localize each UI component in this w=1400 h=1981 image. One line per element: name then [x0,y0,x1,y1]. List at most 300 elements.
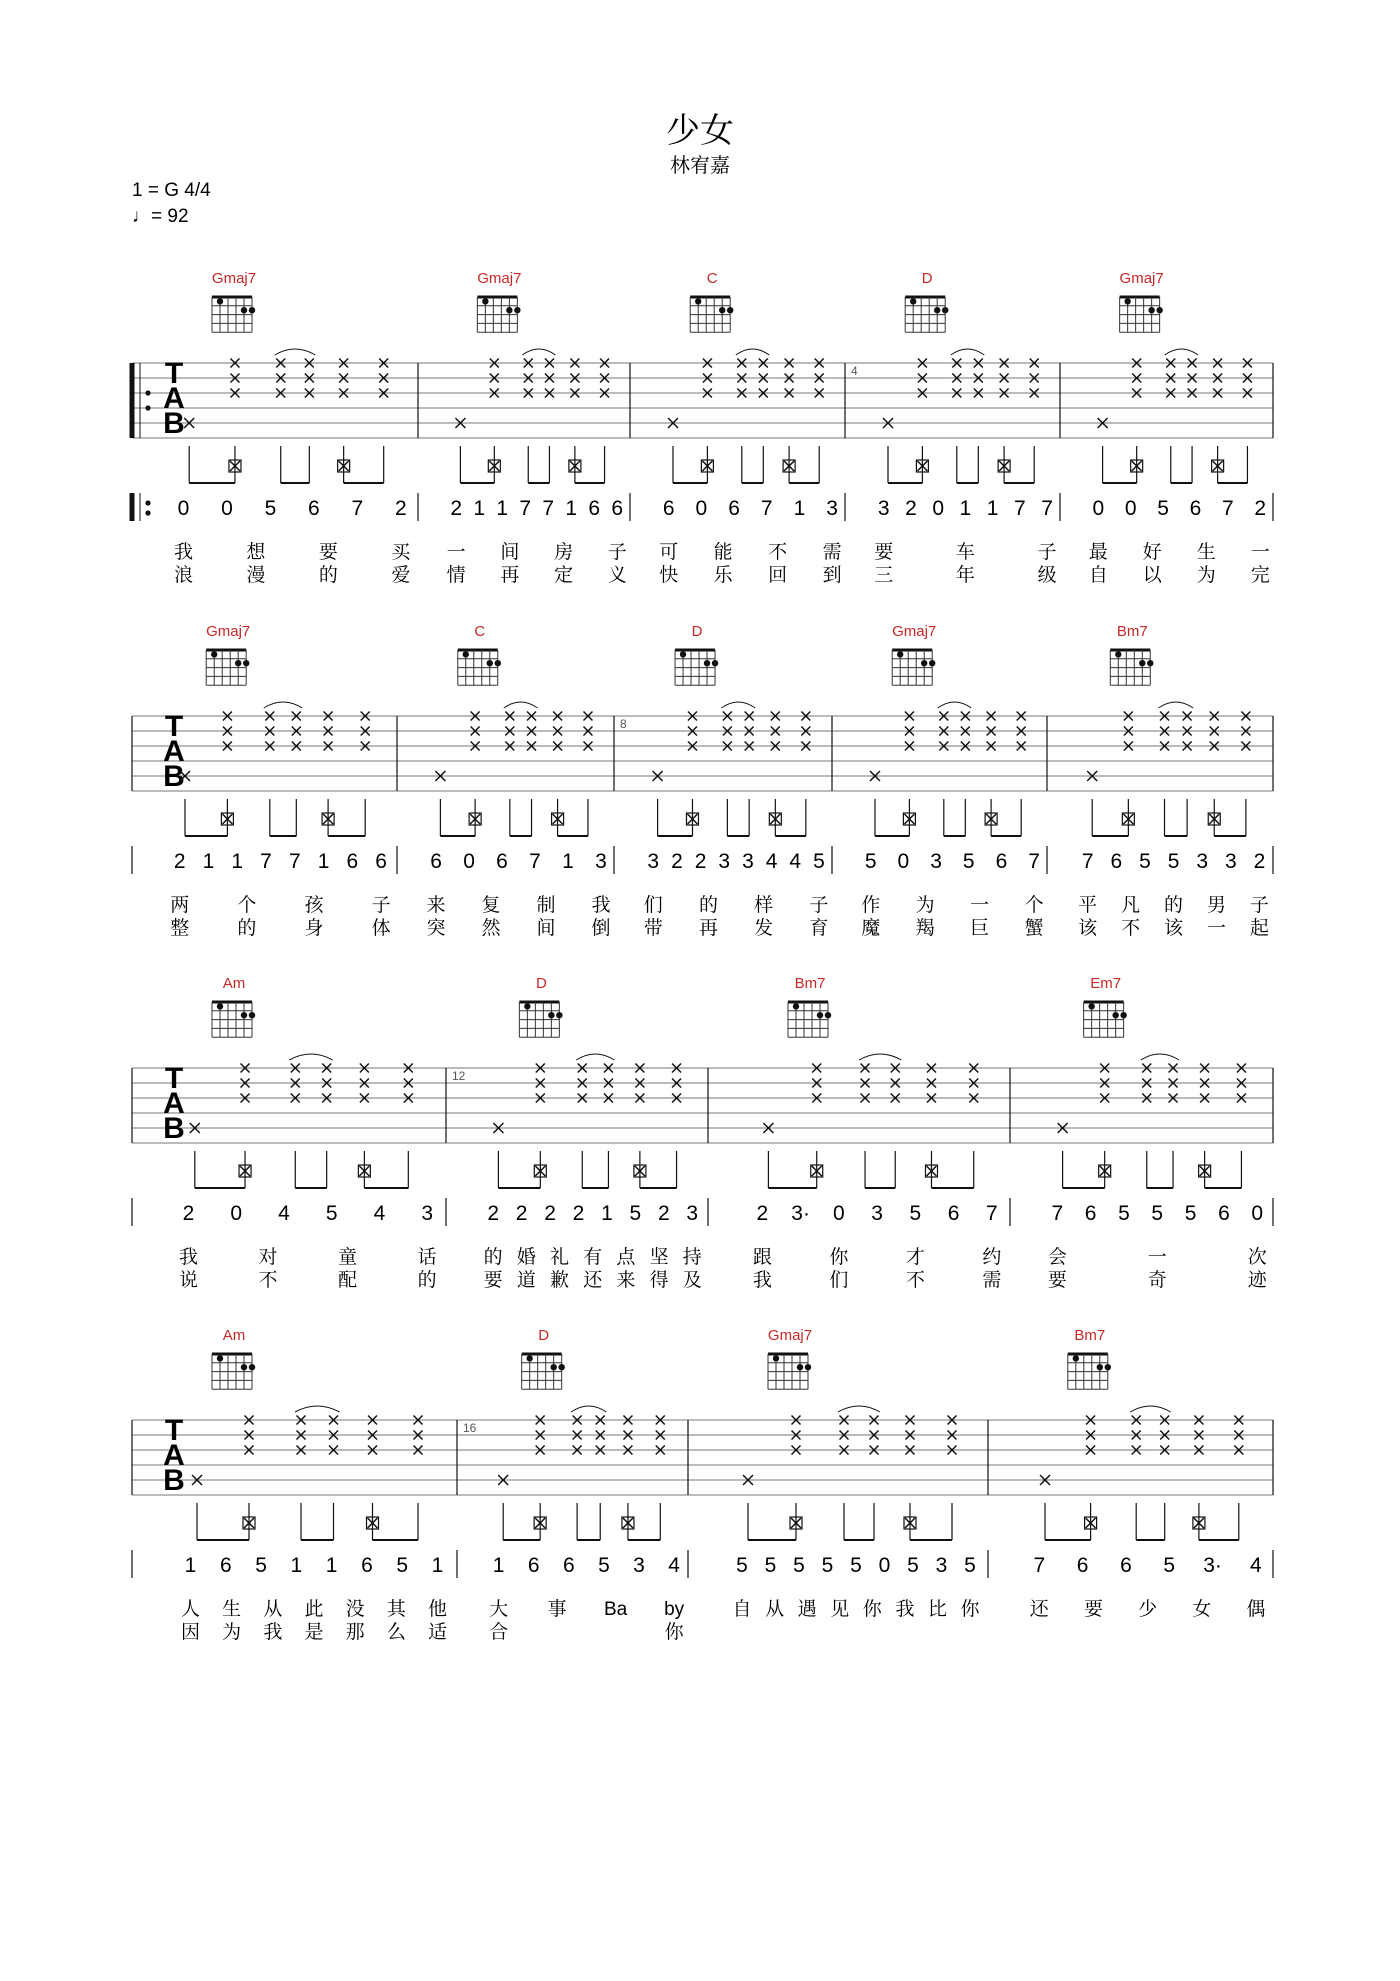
numbered-note: 6 [1189,497,1202,520]
lyric-line-2: 以 [1142,565,1162,586]
tab-clef-letter: B [163,760,185,793]
numbered-note: 3 [633,1554,645,1577]
lyric-line-2: 漫 [246,565,266,586]
lyric-line-1: 子 [607,542,627,563]
measure [851,270,1057,586]
numbered-note: 3 [742,850,754,873]
lyric-line-1: 复 [481,895,501,916]
measure [861,623,1043,939]
numbered-note: 7 [1014,497,1026,520]
numbered-note: 1 [473,497,486,520]
tab-clef-letter: B [163,1464,185,1497]
chord-finger-dot [712,660,718,666]
lyric-line-1: 自 [732,1599,752,1620]
lyric-line-2: 巨 [970,918,990,939]
lyric-line-1: 人 [180,1599,201,1620]
chord-finger-dot [241,1012,247,1018]
lyric-line-2: 蟹 [1024,918,1044,939]
lyric-line-2: 是 [304,1622,324,1643]
chord-finger-dot [1097,1364,1103,1370]
numbered-note: 6 [1076,1554,1089,1577]
lyric-line-2: 带 [643,918,663,939]
lyric-line-1: 要 [874,542,894,563]
chord-finger-dot [727,307,733,313]
numbered-note: 0 [463,850,475,873]
lyric-line-1: 凡 [1121,895,1141,916]
lyric-line-2: 还 [583,1270,603,1291]
numbered-note: 2 [173,850,186,873]
lyric-line-1: 要 [318,542,338,563]
chord-finger-dot [1112,1012,1118,1018]
tie-arc [721,702,755,708]
numbered-note: 4 [1250,1554,1262,1577]
numbered-note: 3 [718,850,731,873]
lyric-line-2: 完 [1250,565,1270,586]
measure [174,270,411,586]
tie-arc [504,702,538,708]
numbered-note: 5 [1151,1202,1164,1225]
numbered-note: 5 [1118,1202,1130,1225]
tab-clef-letter: T [164,710,184,743]
numbered-note: 5 [821,1554,834,1577]
measure [463,1327,685,1643]
chord-finger-dot [1120,1012,1126,1018]
chord-finger-dot [235,660,241,666]
numbered-note: 2 [515,1202,528,1225]
lyric-line-1: 你 [960,1599,980,1620]
lyric-line-1: 需 [822,542,842,563]
numbered-note: 6 [728,497,740,520]
numbered-note: 0 [833,1202,845,1225]
lyric-line-2: 回 [768,565,788,586]
lyric-line-2: 迹 [1247,1270,1267,1291]
tie-arc [838,1406,880,1412]
numbered-note: 3 [871,1202,883,1225]
lyric-line-1: 子 [1249,895,1269,916]
chord-finger-dot [558,1364,564,1370]
numbered-note: 1 [184,1554,197,1577]
numbered-note: 3 [595,850,607,873]
lyric-line-2: 到 [822,565,842,586]
lyric-line-2: 间 [536,918,556,939]
numbered-note: 7 [760,497,773,520]
tie-arc [1165,349,1198,355]
numbered-note: 1 [492,1554,505,1577]
numbered-note: 6 [219,1554,232,1577]
chord-finger-dot [249,1364,255,1370]
lyric-line-2: 情 [446,565,466,586]
numbered-note: 2 [450,497,463,520]
numbered-note: 6 [496,850,508,873]
chord-name: Am [222,1327,246,1344]
numbered-note: 6 [1120,1554,1132,1577]
numbered-note: 7 [542,497,555,520]
lyric-line-2: 发 [754,918,774,939]
tie-arc [938,702,972,708]
tie-arc [522,349,555,355]
tie-arc [859,1054,901,1060]
lyric-line-1: 房 [554,542,574,563]
lyric-line-2: 育 [809,918,829,939]
numbered-note: 4 [373,1202,386,1225]
numbered-note: 6 [1110,850,1123,873]
numbered-note: 2 [1254,497,1267,520]
numbered-note: 5 [1163,1554,1176,1577]
lyric-line-1: 一 [446,542,466,563]
tempo-label: ♩= 92 [132,206,189,227]
lyric-line-2: 浪 [173,565,193,586]
measure [1078,623,1269,939]
chord-name: D [535,975,547,992]
numbered-note: 7 [1051,1202,1064,1225]
tie-arc [289,1054,332,1060]
lyric-line-1: 一 [1250,542,1270,563]
lyric-line-2: 爱 [391,565,411,586]
numbered-note: 3 [826,497,838,520]
lyric-line-1: 男 [1206,895,1227,916]
numbered-note: 0 [221,497,233,520]
lyric-line-1: 你 [862,1599,882,1620]
chord-finger-dot [514,307,520,313]
numbered-note: 5 [255,1554,267,1577]
tab-clef-letter: T [164,357,184,390]
numbered-note: 2 [182,1202,195,1225]
measure [170,623,390,939]
chord-name: D [921,270,933,287]
numbered-note: 1 [431,1554,444,1577]
lyric-line-1: 见 [830,1599,850,1620]
lyric-line-2: 我 [752,1270,772,1291]
numbered-note: 3 [686,1202,699,1225]
repeat-dot [145,500,150,505]
lyric-line-2: 么 [386,1622,406,1643]
numbered-note: 7 [519,497,532,520]
numbered-note: 6 [947,1202,960,1225]
lyric-line-1: 童 [338,1247,358,1268]
tie-arc [295,1406,340,1412]
chord-finger-dot [1139,660,1145,666]
numbered-note: 5 [396,1554,409,1577]
chord-name: Bm7 [794,975,826,992]
lyric-line-1: 车 [955,542,975,563]
song-title: 少女 [666,112,734,150]
lyric-line-2: 为 [1196,565,1216,586]
numbered-note: 3 [877,497,890,520]
lyric-line-2: 再 [698,918,718,939]
numbered-note: 1 [202,850,215,873]
chord-name: Am [222,975,246,992]
measure [620,623,828,939]
numbered-note: 5 [629,1202,642,1225]
measure-number: 4 [851,364,858,378]
measure [427,623,611,939]
numbered-note: 0 [177,497,190,520]
numbered-note: 3· [1203,1554,1222,1577]
chord-finger-dot [797,1364,803,1370]
numbered-note: 6 [346,850,359,873]
lyric-line-1: 礼 [550,1247,570,1268]
score-system [132,623,1273,939]
tie-arc [1141,1054,1179,1060]
numbered-note: 6 [527,1554,540,1577]
tab-clef-letter: T [164,1062,184,1095]
chord-name: Gmaj7 [477,270,522,287]
lyric-line-1: 来 [426,895,446,916]
tie-arc [1130,1406,1171,1412]
score-system [132,270,1273,586]
lyric-line-1: 的 [1164,895,1184,916]
numbered-note: 7 [260,850,272,873]
chord-finger-dot [241,307,247,313]
lyric-line-2: 身 [304,918,324,939]
lyric-line-2: 羯 [915,918,935,939]
lyric-line-2: 一 [1206,918,1227,939]
chord-name: Bm7 [1074,1327,1106,1344]
numbered-note: 5 [764,1554,777,1577]
chord-finger-dot [524,1003,530,1009]
chord-finger-dot [942,307,948,313]
numbered-note: 2 [694,850,707,873]
numbered-note: 7 [351,497,364,520]
lyric-line-2: 配 [338,1270,358,1291]
lyric-line-1: 从 [263,1599,283,1620]
lyric-line-1: 他 [427,1599,448,1620]
numbered-note: 7 [986,1202,998,1225]
lyric-line-1: 我 [895,1599,915,1620]
numbered-note: 0 [1092,497,1105,520]
chord-finger-dot [805,1364,811,1370]
numbered-note: 2 [657,1202,670,1225]
numbered-note: 6 [1218,1202,1230,1225]
lyric-line-1: 买 [391,542,411,563]
numbered-note: 3 [935,1554,948,1577]
lyric-line-1: 会 [1047,1247,1067,1268]
numbered-note: 4 [789,850,802,873]
lyric-line-1: 子 [371,895,391,916]
lyric-line-1: 生 [1196,542,1216,563]
numbered-note: 0 [1251,1202,1264,1225]
numbered-note: 5 [962,850,975,873]
chord-name: Gmaj7 [211,270,257,287]
chord-finger-dot [793,1003,799,1009]
lyric-line-2: 整 [170,918,190,939]
tab-clef-letter: A [163,382,185,415]
lyric-line-1: 样 [754,895,774,916]
numbered-note: 2 [487,1202,500,1225]
numbered-note: 2 [394,497,407,520]
chord-finger-dot [243,660,249,666]
lyric-line-1: 比 [927,1599,947,1620]
numbered-note: 3 [1224,850,1237,873]
chord-name: C [706,270,718,287]
tie-arc [576,1054,614,1060]
chord-finger-dot [719,307,725,313]
chord-finger-dot [1088,1003,1094,1009]
chord-finger-dot [487,660,493,666]
chord-finger-dot [1115,651,1121,657]
lyric-line-1: 坚 [649,1247,669,1268]
numbered-note: 6 [611,497,624,520]
lyric-line-2: 倒 [591,918,611,939]
tab-clef-letter: A [163,1439,185,1472]
repeat-dot [145,405,150,410]
lyric-line-1: 生 [222,1599,242,1620]
lyric-line-1: 此 [304,1599,324,1620]
lyric-line-2: 年 [955,565,975,586]
numbered-note: 6 [995,850,1008,873]
numbered-note: 1 [986,497,999,520]
chord-finger-dot [1156,307,1162,313]
chord-name: Gmaj7 [767,1327,813,1344]
numbered-note: 5 [736,1554,748,1577]
numbered-note: 5 [909,1202,922,1225]
lyric-line-1: 持 [682,1247,702,1268]
numbered-note: 1 [601,1202,613,1225]
numbered-note: 3· [791,1202,810,1225]
lyric-line-1: 我 [591,895,611,916]
lyric-line-1: 我 [179,1247,199,1268]
numbered-note: 6 [375,850,387,873]
chord-finger-dot [1124,298,1130,304]
lyric-line-2: 说 [179,1270,199,1291]
numbered-note: 0 [878,1554,891,1577]
tie-arc [264,702,303,708]
measure [452,975,702,1291]
lyric-line-2: 我 [263,1622,283,1643]
lyric-line-1: 的 [698,895,718,916]
lyric-line-2: 道 [516,1270,536,1291]
numbered-note: 5 [1157,497,1169,520]
lyric-line-1: 作 [861,895,881,916]
key-meter-label: 1 = G 4/4 [132,180,211,201]
chord-finger-dot [463,651,469,657]
lyric-line-2: 奇 [1147,1270,1167,1291]
lyric-line-1: 为 [915,895,935,916]
numbered-note: 6 [361,1554,373,1577]
repeat-dot [145,510,150,515]
tie-arc [571,1406,606,1412]
lyric-line-1: 一 [1147,1247,1167,1268]
chord-name: C [474,623,486,640]
numbered-note: 7 [288,850,301,873]
lyric-line-1: 子 [1037,542,1057,563]
numbered-note: 5 [907,1554,919,1577]
chord-name: Gmaj7 [892,623,937,640]
lyric-line-2: 然 [481,918,501,939]
lyric-line-2: 再 [500,565,520,586]
chord-finger-dot [921,660,927,666]
chord-name: Bm7 [1116,623,1148,640]
lyric-line-2: 需 [982,1270,1002,1291]
chord-finger-dot [1073,1355,1079,1361]
lyric-line-1: 一 [970,895,990,916]
measure [659,270,841,586]
lyric-line-1: 有 [583,1247,603,1268]
lyric-line-2: 级 [1037,565,1057,586]
lyric-line-1: 你 [829,1247,849,1268]
numbered-note: 2 [671,850,683,873]
numbered-note: 2 [756,1202,769,1225]
lyric-line-1: 好 [1142,542,1162,563]
lyric-line-1: 孩 [304,895,324,916]
numbered-note: 6 [662,497,675,520]
lyric-line-1: 点 [616,1247,636,1268]
lyric-line-1: by [664,1599,685,1620]
lyric-line-2: 为 [222,1622,242,1643]
score-system [132,975,1273,1291]
repeat-dot [145,390,150,395]
numbered-note: 1 [231,850,244,873]
lyric-line-1: 偶 [1246,1599,1266,1620]
lyric-line-1: 最 [1088,542,1108,563]
tie-arc [736,349,770,355]
chord-finger-dot [526,1355,532,1361]
lyric-line-2: 来 [616,1270,636,1291]
chord-name: Gmaj7 [1119,270,1164,287]
numbered-note: 5 [793,1554,805,1577]
lyric-line-1: 个 [1024,895,1044,916]
numbered-note: 5 [1167,850,1180,873]
tab-clef-letter: B [163,407,185,440]
lyric-line-1: 个 [237,895,257,916]
numbered-note: 6 [1084,1202,1097,1225]
lyric-line-2: 适 [427,1622,448,1643]
chord-finger-dot [550,1364,556,1370]
chord-finger-dot [1105,1364,1111,1370]
lyric-line-1: 对 [258,1247,278,1268]
tie-arc [1159,702,1194,708]
lyric-line-2: 得 [649,1270,669,1291]
lyric-line-2: 三 [874,565,894,586]
chord-finger-dot [217,1355,223,1361]
chord-finger-dot [934,307,940,313]
chord-finger-dot [825,1012,831,1018]
lyric-line-2: 乐 [713,565,733,586]
lyric-line-2: 该 [1164,918,1184,939]
lyric-line-2: 合 [489,1622,509,1643]
measure-number: 16 [463,1421,477,1435]
lyric-line-2: 该 [1078,918,1098,939]
lyric-line-1: 大 [489,1599,509,1620]
lyric-line-2: 要 [483,1270,503,1291]
numbered-note: 5 [598,1554,610,1577]
numbered-note: 0 [1124,497,1137,520]
chord-name: Em7 [1090,975,1122,992]
numbered-note: 0 [695,497,708,520]
chord-finger-dot [249,307,255,313]
numbered-note: 1 [325,1554,338,1577]
chord-finger-dot [1148,307,1154,313]
chord-finger-dot [211,651,217,657]
lyric-line-2: 不 [1121,918,1141,939]
numbered-note: 5 [813,850,825,873]
lyric-line-1: 婚 [516,1247,536,1268]
numbered-note: 3 [647,850,660,873]
chord-name: D [538,1327,550,1344]
numbered-note: 6 [588,497,601,520]
chord-finger-dot [249,1012,255,1018]
numbered-note: 7 [529,850,541,873]
chord-finger-dot [695,298,701,304]
lyric-line-2: 的 [237,918,257,939]
numbered-note: 6 [308,497,320,520]
tie-arc [275,349,316,355]
chord-finger-dot [482,298,488,304]
lyric-line-1: 的 [483,1247,503,1268]
measure-number: 12 [452,1069,466,1083]
chord-finger-dot [929,660,935,666]
numbered-note: 1 [959,497,972,520]
